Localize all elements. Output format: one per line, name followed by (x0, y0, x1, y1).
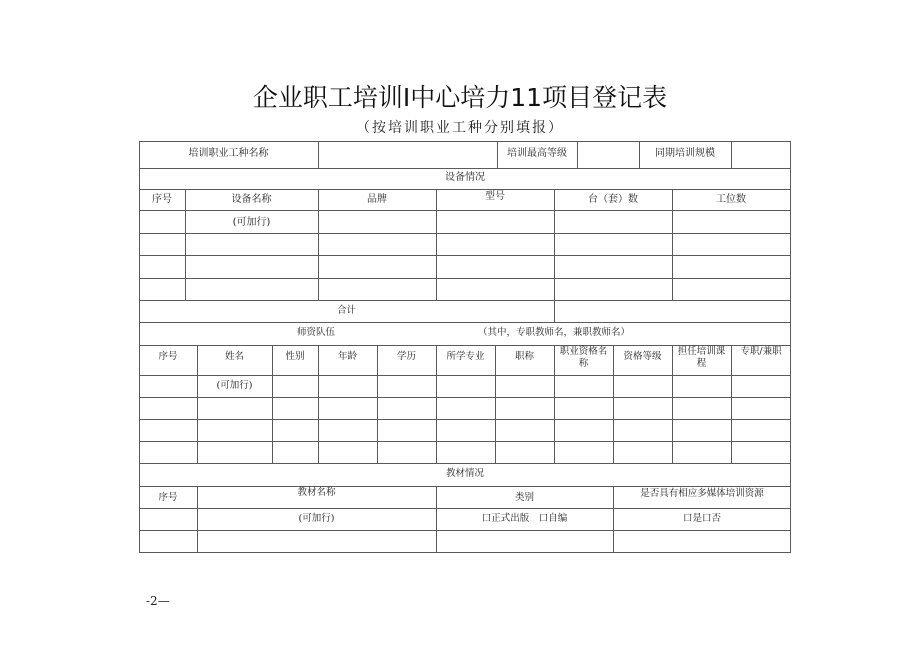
table-rule (139, 530, 791, 531)
table-rule (731, 141, 732, 168)
training-scale-label: 同期培训规模 (655, 148, 715, 159)
registration-form-table (139, 141, 791, 553)
teacher-col-name: 姓名 (224, 351, 244, 362)
teacher-col-title: 职称 (514, 351, 534, 362)
table-rule (139, 278, 791, 279)
highest-level-label: 培训最高等级 (507, 148, 567, 159)
table-border-top (139, 141, 791, 142)
table-rule (139, 463, 791, 464)
table-rule (318, 141, 319, 168)
table-rule (139, 397, 791, 398)
table-rule (139, 255, 791, 256)
material-category-checkboxes: 口正式出版 口自编 (481, 513, 568, 524)
document-subtitle: （按培训职业工种分别填报） (356, 120, 564, 136)
table-rule (139, 419, 791, 420)
teacher-col-courses: 担任培训课程 (677, 346, 726, 369)
equipment-col-brand: 品牌 (367, 194, 387, 205)
table-rule (139, 300, 791, 301)
table-rule (436, 189, 437, 300)
table-rule (139, 168, 791, 169)
teacher-col-qualification-level: 资格等级 (623, 351, 662, 362)
teacher-col-index: 序号 (158, 351, 178, 362)
teacher-col-education: 学历 (396, 351, 416, 362)
table-rule (139, 441, 791, 442)
equipment-add-row-hint: (可加行) (232, 217, 271, 228)
table-rule (672, 345, 673, 463)
equipment-col-model: 型号 (485, 191, 505, 202)
teachers-section-note: （其中，专职教师名，兼职教师名） (477, 327, 630, 338)
material-multimedia-checkboxes: 口是口否 (682, 513, 721, 524)
table-rule (554, 345, 555, 463)
teacher-col-gender: 性别 (285, 351, 305, 362)
equipment-total-label: 合计 (336, 305, 356, 316)
teachers-section-title: 师资队伍 (296, 327, 335, 338)
equipment-col-workstations: 工位数 (716, 194, 746, 205)
teacher-col-qualification: 职业资格名称 (559, 346, 608, 369)
occupation-name-label: 培训职业工种名称 (188, 148, 269, 159)
table-border-bottom (139, 552, 791, 553)
material-col-category: 类别 (514, 492, 534, 503)
table-rule (577, 141, 578, 168)
table-rule (139, 508, 791, 509)
equipment-section-title: 设备情况 (445, 172, 485, 183)
equipment-col-quantity: 台（套）数 (588, 194, 638, 205)
table-rule (139, 210, 791, 211)
teacher-col-age: 年龄 (337, 351, 357, 362)
table-rule (139, 375, 791, 376)
table-rule (139, 189, 791, 190)
equipment-col-index: 序号 (152, 194, 172, 205)
table-rule (554, 189, 555, 322)
table-rule (139, 233, 791, 234)
material-col-index: 序号 (158, 492, 178, 503)
materials-section-title: 教材情况 (445, 468, 484, 479)
material-col-multimedia: 是否具有相应多媒体培训资源 (640, 488, 764, 499)
page-number: -2— (146, 594, 170, 608)
material-col-name: 教材名称 (297, 487, 336, 498)
table-rule (139, 322, 791, 323)
teacher-col-major: 所学专业 (446, 351, 485, 362)
document-title: 企业职工培训Ⅰ中心培力11项目登记表 (252, 83, 668, 112)
teacher-col-fulltime: 专职/兼职 (740, 346, 782, 357)
teacher-add-row-hint: (可加行) (216, 380, 253, 391)
equipment-col-name: 设备名称 (231, 194, 272, 205)
material-add-row-hint: (可加行) (298, 513, 335, 524)
table-rule (731, 345, 732, 463)
